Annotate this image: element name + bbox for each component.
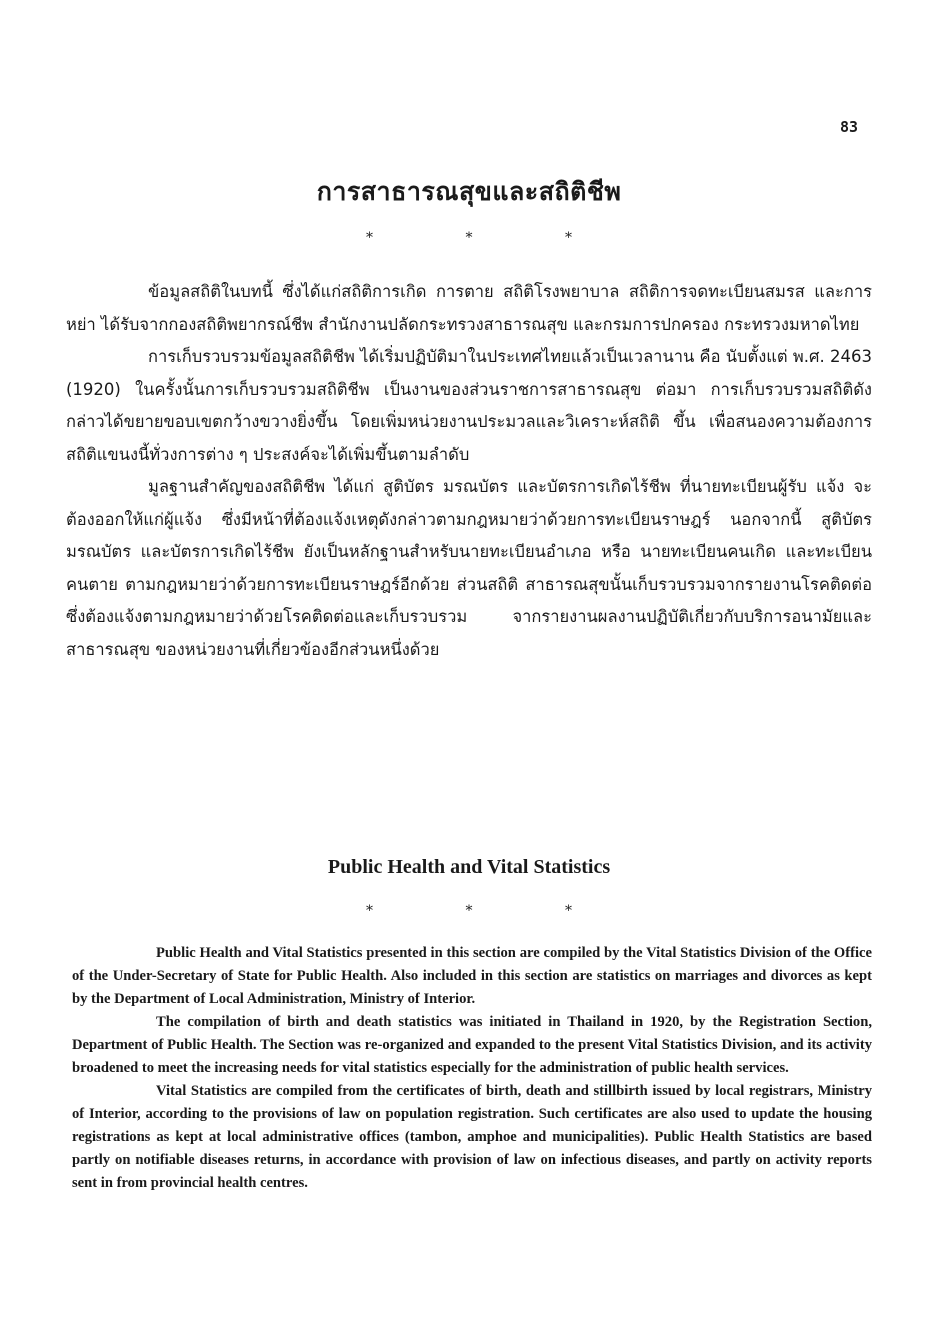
- english-body: [72, 942, 872, 1195]
- thai-paragraph-2: การเก็บรวบรวมข้อมูลสถิติชีพ ได้เริ่มปฏิบัติมาในประเทศไทยแล้วเป็นเวลานาน คือ นับตั้งแต่ พ.ศ. 2463 (1920) ในครั้งนั้นการเก็บรวบรวมสถิติชีพ เป็นงานของส่วนราชการสาธารณสุข ต่อมา การเก็บรวบรวมสถิติดังกล่าวได้ขยายขอบเขตกว้างขวางยิ่งขึ้น โดยเพิ่มหน่วยงานประมวลและวิเคราะห์สถิติ ขึ้น เพื่อสนองความต้องการสถิติแขนงนี้ทั่วงการต่าง ๆ ประสงค์จะได้เพิ่มขึ้นตามลำดับ: [66, 347, 872, 464]
- thai-paragraph-3: มูลฐานสำคัญของสถิติชีพ ได้แก่ สูติบัตร มรณบัตร และบัตรการเกิดไร้ชีพ ที่นายทะเบียนผู้รับ แจ้ง จะต้องออกให้แก่ผู้แจ้ง ซึ่งมีหน้าที่ต้องแจ้งเหตุดังกล่าวตามกฎหมายว่าด้วยการทะเบียนราษฎร์ นอกจากนี้ สูติบัตร มรณบัตร และบัตรการเกิดไร้ชีพ ยังเป็นหลักฐานสำหรับนายทะเบียนอำเภอ หรือ นายทะเบียนคนเกิด และทะเบียนคนตาย ตามกฎหมายว่าด้วยการทะเบียนราษฎร์อีกด้วย ส่วนสถิติ สาธารณสุขนั้นเก็บรวบรวมจากรายงานโรคติดต่อ ซึ่งต้องแจ้งตามกฎหมายว่าด้วยโรคติดต่อและเก็บรวบรวม จากรายงานผลงานปฏิบัติเกี่ยวกับบริการอนามัยและสาธารณสุข ของหน่วยงานที่เกี่ยวข้องอีกส่วนหนึ่งด้วย: [66, 477, 872, 659]
- english-paragraph-1: Public Health and Vital Statistics presented in this section are compiled by the Vital Statistics Division of the Office of the Under-Secretary of State for Public Health. Also included in this section are statistics on marriages and divorces as kept by the Department of Local Administration, Ministry of Interior.: [72, 945, 872, 1007]
- english-paragraph-2: The compilation of birth and death statistics was initiated in Thailand in 1920, by the Registration Section, Department of Public Health. The Section was re-organized and expanded to the present Vital Statistics Division, and its activity broadened to meet the increasing needs for vital statistics especially for the administration of public health services.: [72, 1014, 872, 1076]
- thai-paragraph-1: ข้อมูลสถิติในบทนี้ ซึ่งได้แก่สถิติการเกิด การตาย สถิติโรงพยาบาล สถิติการจดทะเบียนสมรส และการหย่า ได้รับจากกองสถิติพยากรณ์ชีพ สำนักงานปลัดกระทรวงสาธารณสุข และกรมการปกครอง กระทรวงมหาดไทย: [66, 282, 872, 334]
- thai-separator: * * *: [366, 230, 616, 246]
- english-separator: * * *: [366, 903, 616, 919]
- page-number: 83: [840, 118, 859, 136]
- english-section-title: Public Health and Vital Statistics: [327, 856, 611, 878]
- thai-body: [66, 276, 872, 666]
- thai-section-title: การสาธารณสุขและสถิติชีพ: [316, 177, 622, 206]
- english-paragraph-3: Vital Statistics are compiled from the certificates of birth, death and stillbirth issued by local registrars, Ministry of Interior, according to the provisions of law on population registration. Such certificates are also used to update the housing registrations as kept at local administrative offices (tambon, amphoe and municipalities). Public Health Statistics are based partly on notifiable diseases returns, in accordance with provision of law on infectious diseases, and partly on activity reports sent in from provincial health centres.: [72, 1083, 872, 1191]
